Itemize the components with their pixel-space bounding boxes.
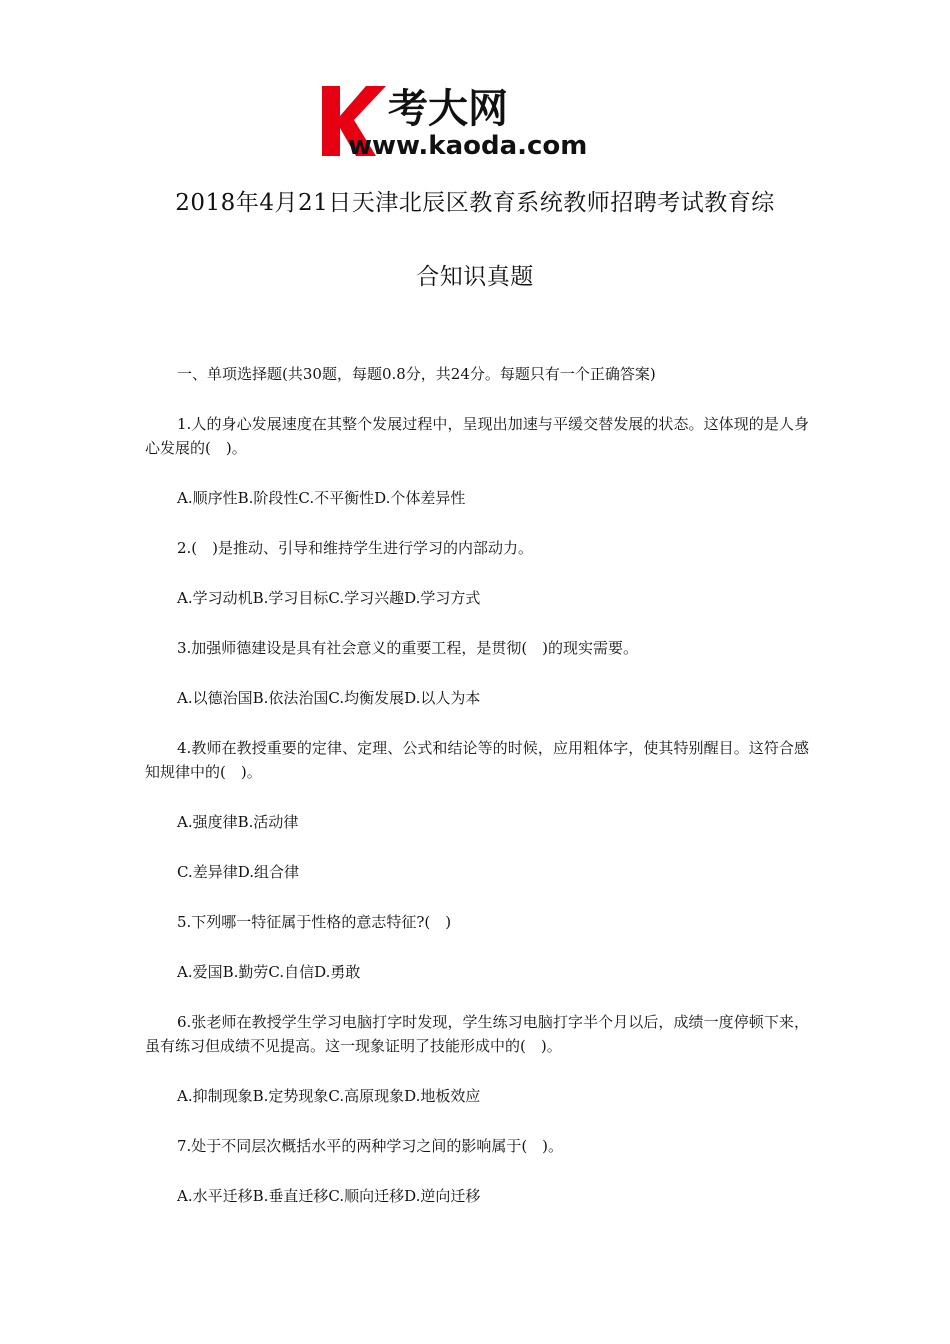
question-2-options: A.学习动机B.学习目标C.学习兴趣D.学习方式 <box>177 589 481 607</box>
logo-graphic <box>318 76 638 160</box>
question-3: 3.加强师德建设是具有社会意义的重要工程，是贯彻( )的现实需要。 <box>177 639 639 657</box>
question-7: 7.处于不同层次概括水平的两种学习之间的影响属于( )。 <box>177 1137 564 1155</box>
question-4: 4.教师在教授重要的定律、定理、公式和结论等的时候，应用粗体字，使其特别醒目。这符合感知规律中的( )。 <box>145 739 809 781</box>
logo-url-text: www.kaoda.com <box>348 131 588 160</box>
question-6-options: A.抑制现象B.定势现象C.高原现象D.地板效应 <box>177 1087 481 1105</box>
document-title-line-1: 2018年4月21日天津北辰区教育系统教师招聘考试教育综 <box>175 190 775 216</box>
question-6: 6.张老师在教授学生学习电脑打字时发现，学生练习电脑打字半个月以后，成绩一度停顿下来，虽有练习但成绩不见提高。这一现象证明了技能形成中的( )。 <box>145 1013 809 1055</box>
question-1-options: A.顺序性B.阶段性C.不平衡性D.个体差异性 <box>177 489 466 507</box>
question-4-options-a-b: A.强度律B.活动律 <box>177 813 299 831</box>
document-title-line-2: 合知识真题 <box>416 264 534 290</box>
question-4-options-c-d: C.差异律D.组合律 <box>177 863 299 881</box>
question-5-options: A.爱国B.勤劳C.自信D.勇敢 <box>177 963 361 981</box>
kaoda-logo <box>318 76 638 160</box>
logo-name-text: 考大网 <box>388 86 508 132</box>
section-heading: 一、单项选择题(共30题，每题0.8分，共24分。每题只有一个正确答案) <box>177 365 656 383</box>
question-3-options: A.以德治国B.依法治国C.均衡发展D.以人为本 <box>177 689 481 707</box>
question-7-options: A.水平迁移B.垂直迁移C.顺向迁移D.逆向迁移 <box>177 1187 481 1205</box>
document-body <box>145 362 809 1208</box>
question-1: 1.人的身心发展速度在其整个发展过程中，呈现出加速与平缓交替发展的状态。这体现的是人身心发展的( )。 <box>145 415 809 457</box>
question-5: 5.下列哪一特征属于性格的意志特征?( ) <box>177 913 452 931</box>
question-2: 2.( )是推动、引导和维持学生进行学习的内部动力。 <box>177 539 534 557</box>
